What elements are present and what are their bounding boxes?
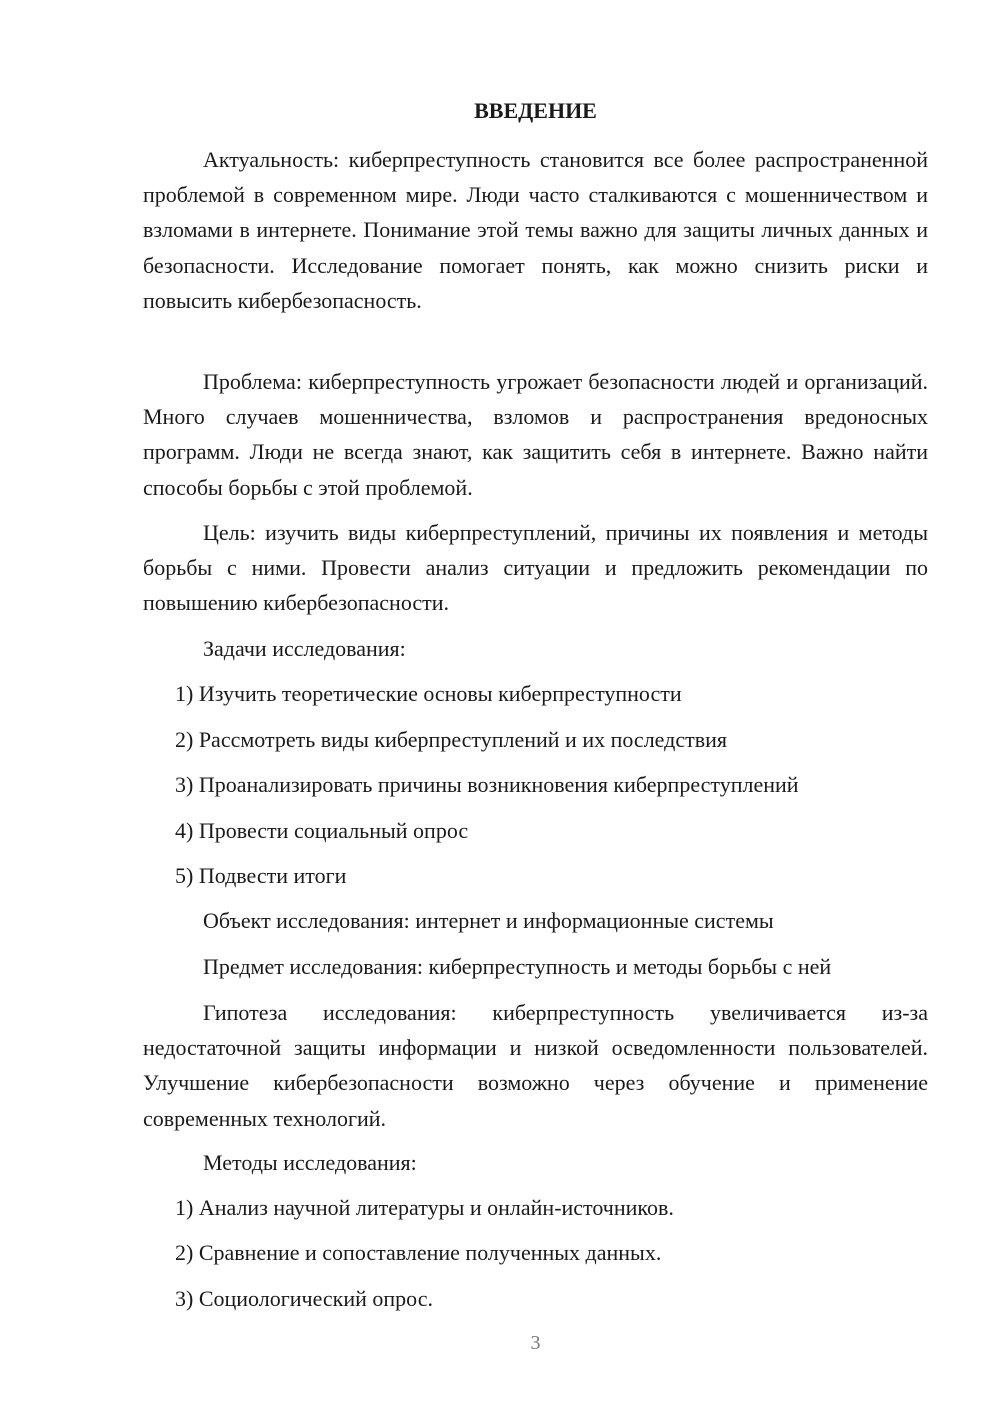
method-item: 3) Социологический опрос. <box>175 1286 433 1311</box>
object-line: Объект исследования: интернет и информационные системы <box>203 908 774 933</box>
page-number: 3 <box>530 1332 541 1354</box>
hypothesis-paragraph: Гипотеза исследования: киберпреступность увеличивается из-за недостаточной защиты информации и низкой осведомленности пользователей. Улучшение кибербезопасности возможно через обучение и применение современных технологий. <box>143 1000 928 1131</box>
method-item: 2) Сравнение и сопоставление полученных данных. <box>175 1240 662 1265</box>
task-item: 4) Провести социальный опрос <box>175 818 469 843</box>
relevance-paragraph: Актуальность: киберпреступность становится все более распространенной проблемой в современном мире. Люди часто сталкиваются с мошенничеством и взломами в интернете. Понимание этой темы важно для защиты личных данных и безопасности. Исследование помогает понять, как можно снизить риски и повысить кибербезопасность. <box>143 147 928 313</box>
subject-line: Предмет исследования: киберпреступность и методы борьбы с ней <box>203 954 832 979</box>
methods-heading: Методы исследования: <box>203 1150 417 1175</box>
document-page <box>143 0 928 1414</box>
task-item: 1) Изучить теоретические основы киберпреступности <box>175 681 682 706</box>
goal-paragraph: Цель: изучить виды киберпреступлений, причины их появления и методы борьбы с ними. Провести анализ ситуации и предложить рекомендации по повышению кибербезопасности. <box>143 520 928 616</box>
section-title: ВВЕДЕНИЕ <box>474 98 597 123</box>
tasks-heading: Задачи исследования: <box>203 636 406 661</box>
task-item: 3) Проанализировать причины возникновения киберпреступлений <box>175 772 799 797</box>
task-item: 5) Подвести итоги <box>175 863 347 888</box>
method-item: 1) Анализ научной литературы и онлайн-источников. <box>175 1195 674 1220</box>
task-item: 2) Рассмотреть виды киберпреступлений и их последствия <box>175 727 727 752</box>
problem-paragraph: Проблема: киберпреступность угрожает безопасности людей и организаций. Много случаев мошенничества, взломов и распространения вредоносных программ. Люди не всегда знают, как защитить себя в интернете. Важно найти способы борьбы с этой проблемой. <box>143 369 928 500</box>
